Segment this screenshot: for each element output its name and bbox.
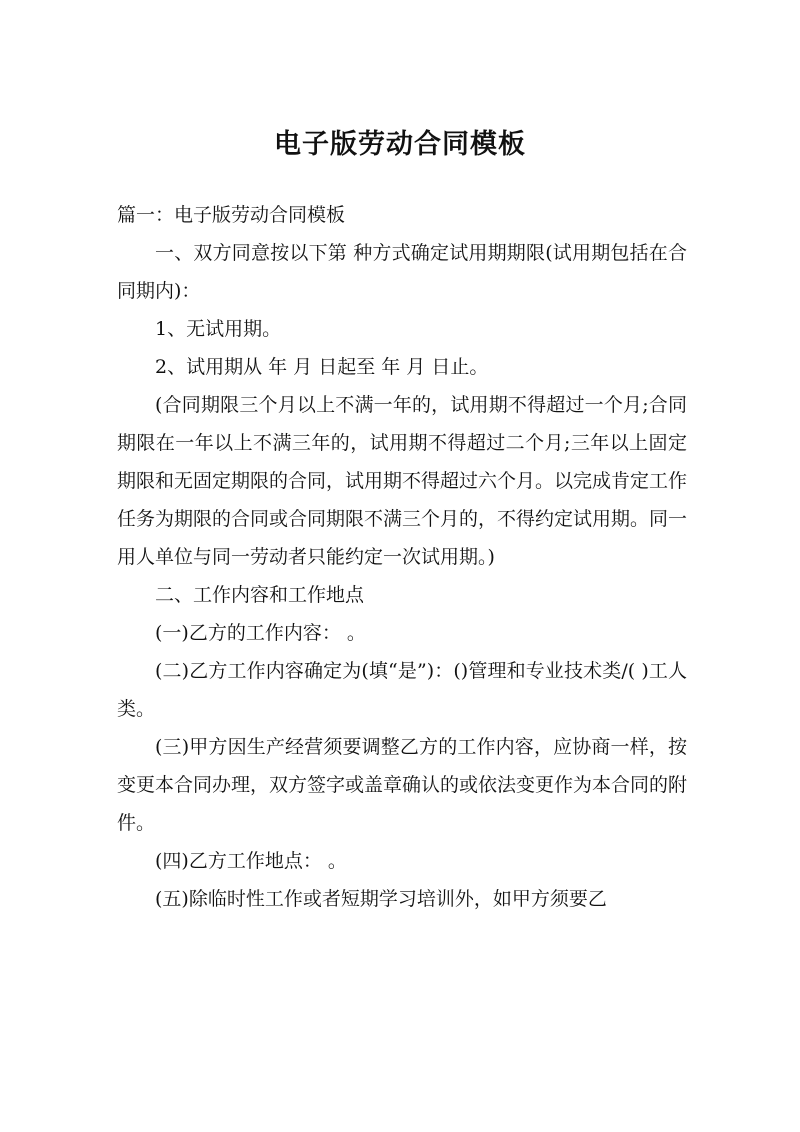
clause-work-content-heading: 二、工作内容和工作地点 xyxy=(155,584,365,606)
clause-work-type: (二)乙方工作内容确定为(填“是”)：()管理和专业技术类/( )工人类。 xyxy=(117,660,687,720)
document-body xyxy=(117,196,687,918)
clause-work-adjustment: (三)甲方因生产经营须要调整乙方的工作内容，应协商一样，按变更本合同办理，双方签字或盖章确认的或依法变更作为本合同的附件。 xyxy=(117,736,688,834)
clause-work-location: (四)乙方工作地点： 。 xyxy=(155,850,347,872)
section-heading: 篇一：电子版劳动合同模板 xyxy=(117,204,346,226)
clause-probation-period: 2、试用期从 年 月 日起至 年 月 日止。 xyxy=(155,356,489,378)
clause-probation-method: 一、双方同意按以下第 种方式确定试用期期限(试用期包括在合同期内)： xyxy=(117,242,687,302)
clause-no-probation: 1、无试用期。 xyxy=(155,318,282,340)
clause-probation-note: (合同期限三个月以上不满一年的，试用期不得超过一个月;合同期限在一年以上不满三年的，试用期不得超过二个月;三年以上固定期限和无固定期限的合同，试用期不得超过六个月。以完成肯定工作任务为期限的合同或合同期限不满三个月的，不得约定试用期。同一用人单位与同一劳动者只能约定一次试用期。) xyxy=(117,394,688,568)
clause-work-content: (一)乙方的工作内容： 。 xyxy=(155,622,366,644)
clause-temporary-work: (五)除临时性工作或者短期学习培训外，如甲方须要乙 xyxy=(155,888,607,910)
document-title: 电子版劳动合同模板 xyxy=(274,129,526,160)
